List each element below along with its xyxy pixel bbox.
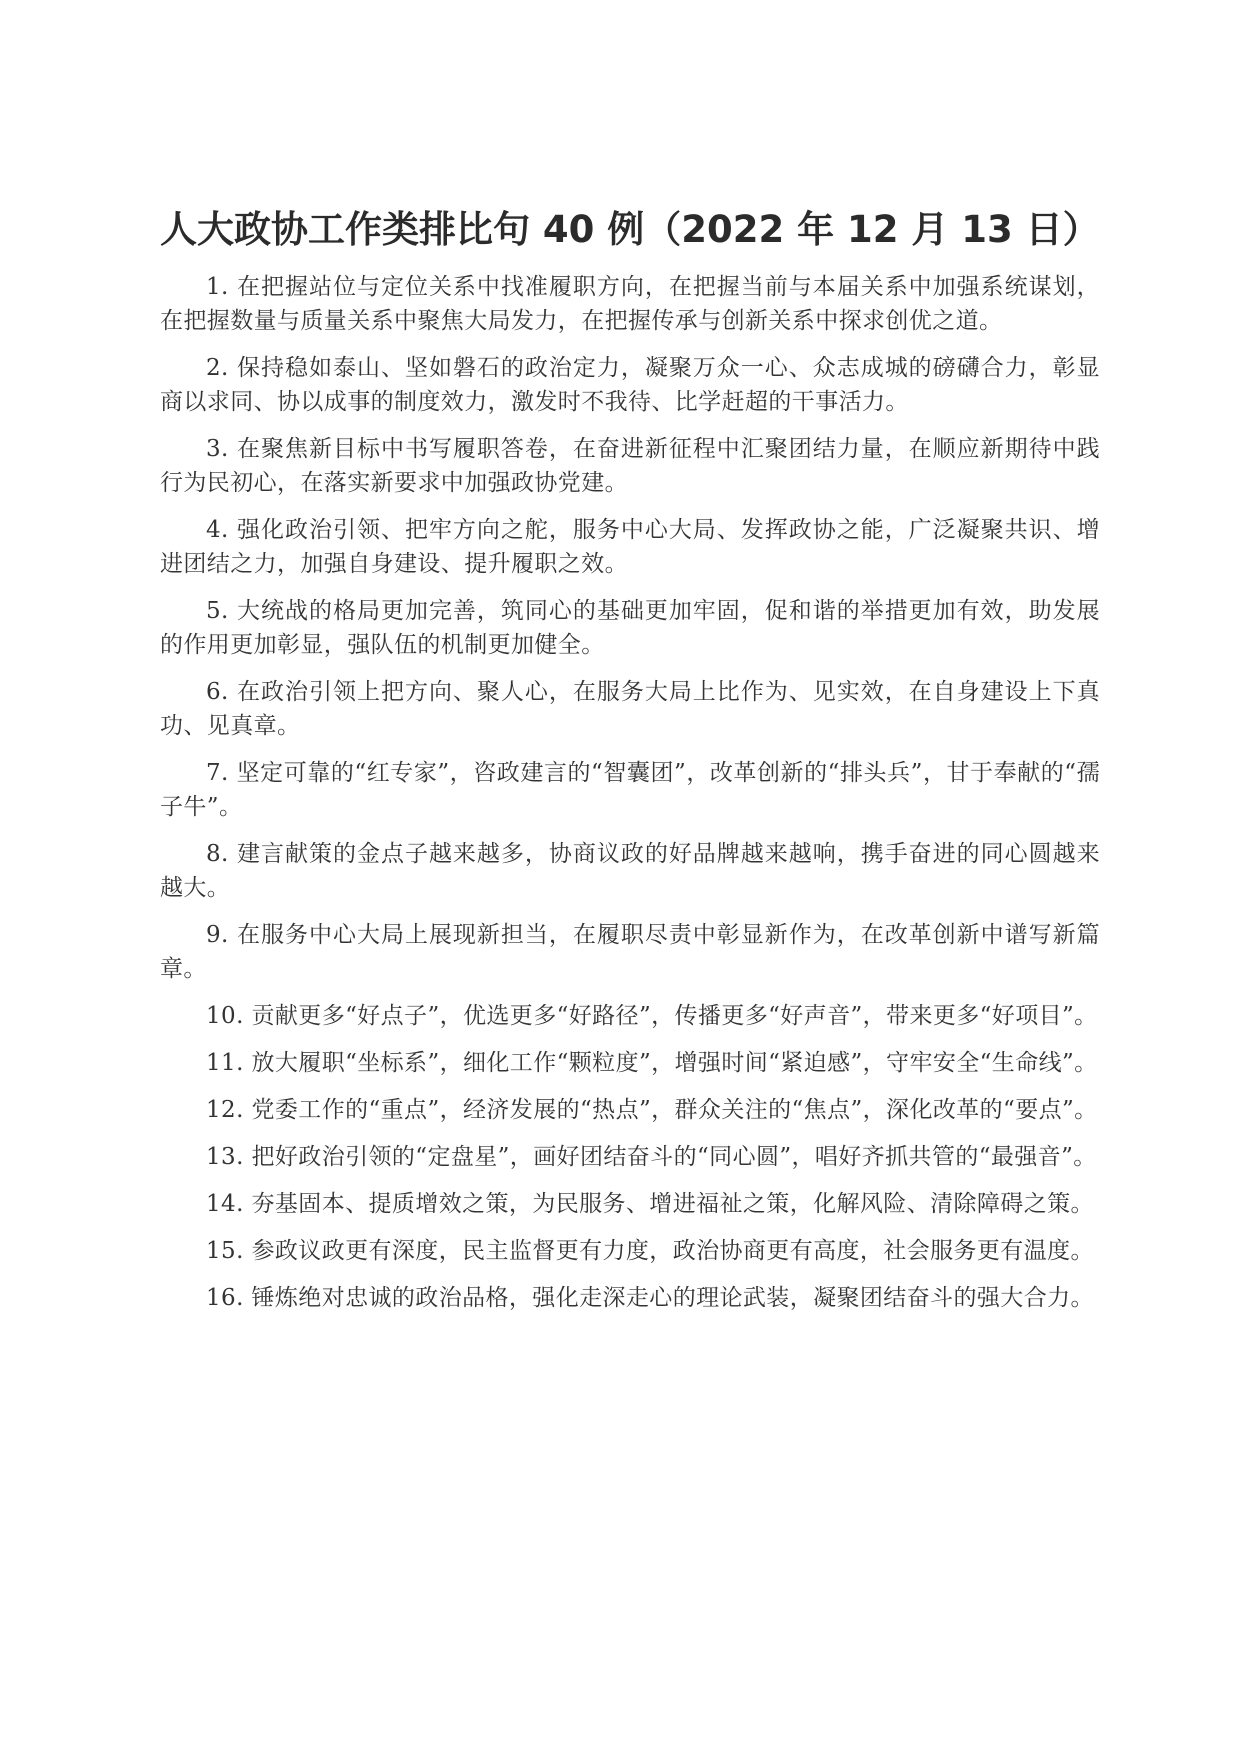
paragraph-9: 9. 在服务中心大局上展现新担当，在履职尽责中彰显新作为，在改革创新中谱写新篇章。 bbox=[160, 922, 1100, 982]
paragraph-16: 16. 锤炼绝对忠诚的政治品格，强化走深走心的理论武装，凝聚团结奋斗的强大合力。 bbox=[206, 1285, 1094, 1311]
paragraph-7: 7. 坚定可靠的“红专家”，咨政建言的“智囊团”，改革创新的“排头兵”，甘于奉献的“孺子牛”。 bbox=[160, 760, 1100, 820]
paragraph-12: 12. 党委工作的“重点”，经济发展的“热点”，群众关注的“焦点”，深化改革的“要点”。 bbox=[206, 1097, 1098, 1123]
paragraph-5: 5. 大统战的格局更加完善，筑同心的基础更加牢固，促和谐的举措更加有效，助发展的作用更加彰显，强队伍的机制更加健全。 bbox=[160, 598, 1100, 658]
document-title: 人大政协工作类排比句 40 例（2022 年 12 月 13 日） bbox=[160, 208, 1100, 251]
paragraph-11: 11. 放大履职“坐标系”，细化工作“颗粒度”，增强时间“紧迫感”，守牢安全“生命线”。 bbox=[206, 1050, 1098, 1076]
paragraph-4: 4. 强化政治引领、把牢方向之舵，服务中心大局、发挥政协之能，广泛凝聚共识、增进团结之力，加强自身建设、提升履职之效。 bbox=[160, 517, 1100, 577]
paragraph-8: 8. 建言献策的金点子越来越多，协商议政的好品牌越来越响，携手奋进的同心圆越来越大。 bbox=[160, 841, 1100, 901]
paragraph-14: 14. 夯基固本、提质增效之策，为民服务、增进福祉之策，化解风险、清除障碍之策。 bbox=[206, 1191, 1094, 1217]
paragraph-15: 15. 参政议政更有深度，民主监督更有力度，政治协商更有高度，社会服务更有温度。 bbox=[206, 1238, 1094, 1264]
paragraph-1: 1. 在把握站位与定位关系中找准履职方向，在把握当前与本届关系中加强系统谋划，在把握数量与质量关系中聚焦大局发力，在把握传承与创新关系中探求创优之道。 bbox=[160, 274, 1100, 334]
paragraph-3: 3. 在聚焦新目标中书写履职答卷，在奋进新征程中汇聚团结力量，在顺应新期待中践行为民初心，在落实新要求中加强政协党建。 bbox=[160, 436, 1100, 496]
paragraph-2: 2. 保持稳如泰山、坚如磐石的政治定力，凝聚万众一心、众志成城的磅礴合力，彰显商以求同、协以成事的制度效力，激发时不我待、比学赶超的干事活力。 bbox=[160, 355, 1100, 415]
document-body bbox=[160, 270, 1100, 1328]
paragraph-6: 6. 在政治引领上把方向、聚人心，在服务大局上比作为、见实效，在自身建设上下真功、见真章。 bbox=[160, 679, 1100, 739]
paragraph-13: 13. 把好政治引领的“定盘星”，画好团结奋斗的“同心圆”，唱好齐抓共管的“最强音”。 bbox=[206, 1144, 1097, 1170]
paragraph-10: 10. 贡献更多“好点子”，优选更多“好路径”，传播更多“好声音”，带来更多“好项目”。 bbox=[206, 1003, 1098, 1029]
